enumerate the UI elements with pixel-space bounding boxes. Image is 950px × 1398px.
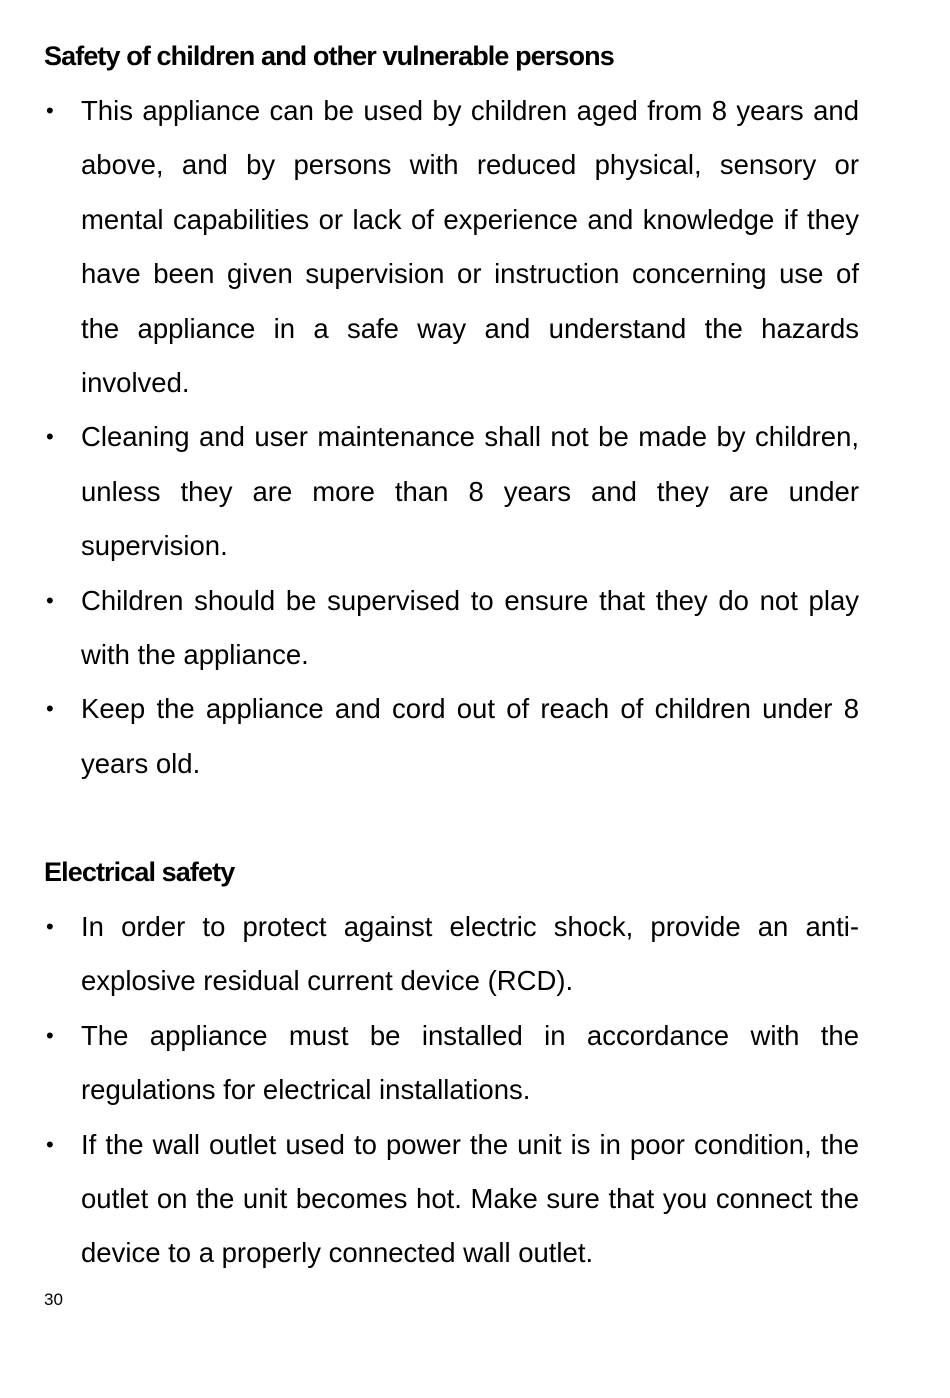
list-item-text: Cleaning and user maintenance shall not be made by children, unless they are more than 8 years and they are under supervision. xyxy=(81,421,859,562)
list-item-text: Keep the appliance and cord out of reach of children under 8 years old. xyxy=(81,693,859,779)
bullet-icon: • xyxy=(46,1131,54,1157)
list-item-text: In order to protect against electric shock, provide an anti-explosive residual current device (RCD). xyxy=(81,911,859,997)
list-item xyxy=(0,410,950,573)
bullet-icon: • xyxy=(46,424,54,450)
bullet-icon: • xyxy=(46,587,54,613)
electrical-safety-list xyxy=(0,900,950,1281)
page-number: 30 xyxy=(44,1290,63,1309)
bullet-icon: • xyxy=(46,914,54,939)
list-item xyxy=(0,84,950,410)
list-item-text: Children should be supervised to ensure that they do not play with the appliance. xyxy=(81,584,859,671)
bullet-icon: • xyxy=(46,696,54,722)
section-heading-electrical-safety: Electrical safety xyxy=(44,857,235,887)
list-item xyxy=(0,1118,950,1281)
list-item xyxy=(0,900,950,1009)
list-item-text: If the wall outlet used to power the unit is in poor condition, the outlet on the unit becomes hot. Make sure that you connect the device to a properly connected wall outlet. xyxy=(81,1128,859,1269)
list-item-text: The appliance must be installed in accordance with the regulations for electrical installations. xyxy=(81,1019,859,1106)
list-item-text: This appliance can be used by children aged from 8 years and above, and by persons with reduced physical, sensory or mental capabilities or lack of experience and knowledge if they have been given supervision or instruction concerning use of the appliance in a safe way and understand the hazards involved. xyxy=(81,95,859,399)
bullet-icon: • xyxy=(46,1022,54,1048)
list-item xyxy=(0,574,950,683)
section-heading-children-safety: Safety of children and other vulnerable persons xyxy=(44,41,614,71)
bullet-icon: • xyxy=(46,98,54,123)
children-safety-list xyxy=(0,84,950,791)
list-item xyxy=(0,682,950,791)
list-item xyxy=(0,1009,950,1118)
